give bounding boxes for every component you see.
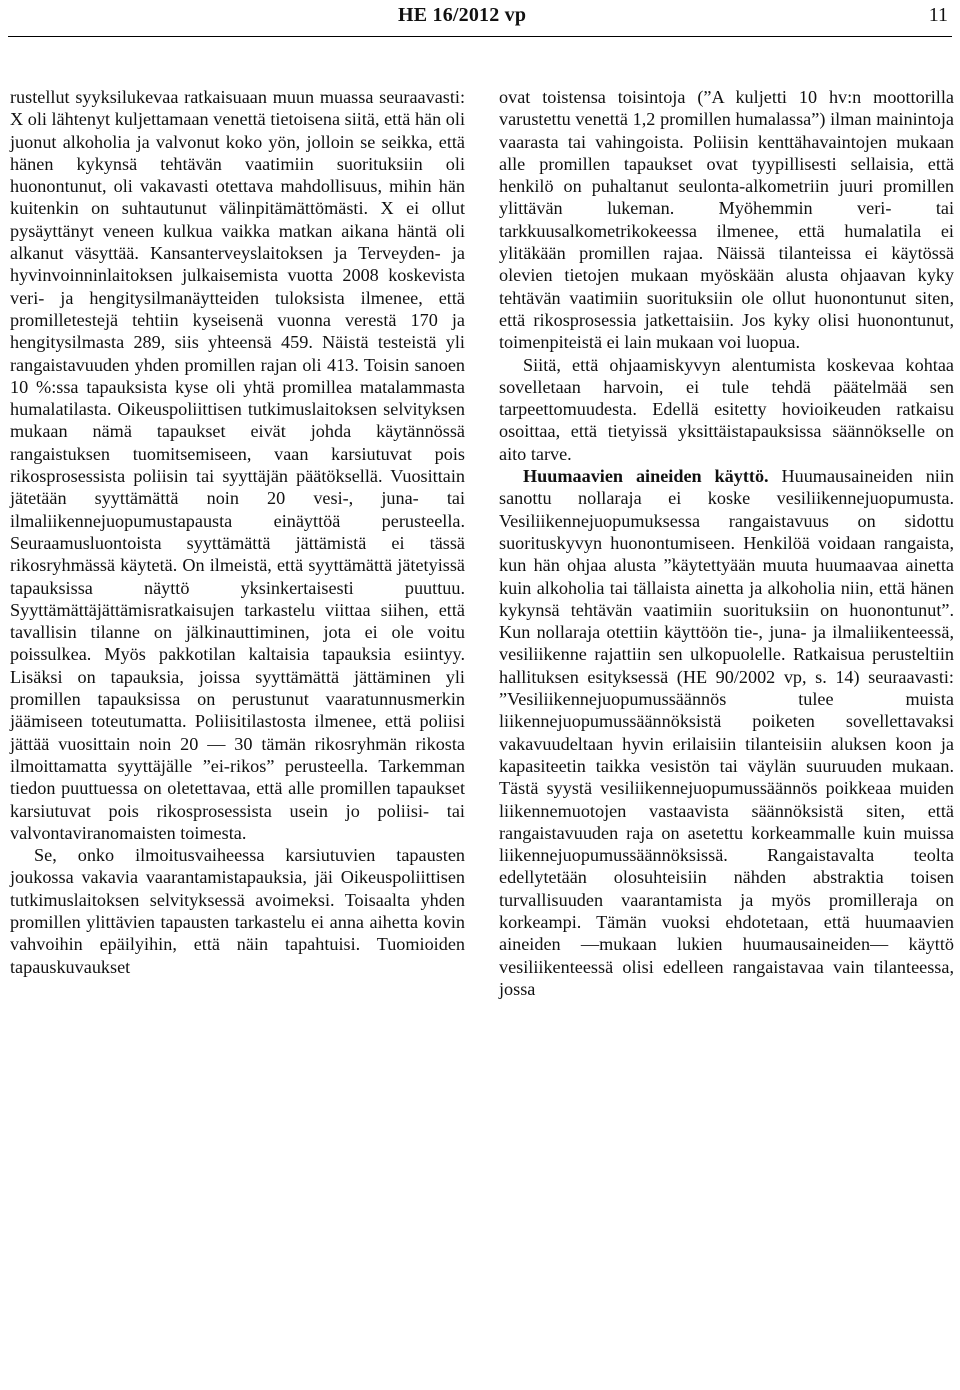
right-paragraph-3-body: Huumausaineiden niin sanottu nollaraja ei koske vesiliikennejuopumusta. Vesiliikennejuopumuksessa rangaistavuus on sidottu suorituskyvyn huonontumiseen. Henkilöä voidaan rangaista, kun hän ohjaa alusta ”käytettyään muuta huumaavaa ainetta kuin alkoholia tai tällaista ainetta ja alkoholia niin, että hänen kykynsä tehtävän vaatimiin suorituksiin on huonontunut”. Kun nollaraja otettiin käyttöön tie-, juna- ja ilmaliikenteessä, vesiliikenne rajattiin sen ulkopuolelle. Ratkaisua perusteltiin hallituksen esityksessä (HE 90/2002 vp, s. 14) seuraavasti: ”Vesiliikennejuopumussäännös tulee muista liikennejuopumussäännöksistä poiketen sovellettavaksi vakavuudeltaan hyvin erilaisiin tilanteisiin aluksen koon ja kapasiteetin taikka vesistön tai väylän suuruuden mukaan. Tästä syystä vesiliikennejuopumussäännös poikkeaa muiden liikennemuotojen vastaavista säännöksistä siten, että rangaistavuuden raja on asetettu korkeammalle kuin muissa liikennejuopumussäännöksissä. Rangaistavalta teolta edellytetään olosuhteisiin nähden abstraktia toisen turvallisuuden vaarantamista ja myös promilleraja on korkeampi. Tämän vuoksi ehdotetaan, että huumaavien aineiden —mukaan lukien huumausaineiden— käyttö vesiliikenteessä olisi edelleen rangaistavaa vain tilanteessa, jossa [499,466,954,999]
right-paragraph-2: Siitä, että ohjaamiskyvyn alentumista koskevaa kohtaa sovelletaan harvoin, ei tule tehdä päätelmää sen tarpeettomuudesta. Edellä esitetty hovioikeuden ratkaisu osoittaa, että tietyissä yksittäistapauksissa säännökselle on aito tarve. [499,354,954,464]
left-paragraph-1: rustellut syyksilukevaa ratkaisuaan muun muassa seuraavasti: X oli lähtenyt kuljettamaan venettä tietoisena siitä, että hän oli juonut alkoholia ja valvonut koko yön, jolloin se seikka, että hänen kykynsä tehtävän vaatimiin suorituksiin oli huonontunut, oli vakavasti otettava mahdollisuus, mihin hän kuitenkin on suhtautunut välinpitämättömästi. X ei ollut pysäyttänyt veneen kulkua vaikka matkan aikana häntä oli alkanut väsyttää. Kansanterveyslaitoksen ja Terveyden- ja hyvinvoinninlaitoksen julkaisemista vuotta 2008 koskevista veri- ja hengitysilmanäytteiden tuloksista ilmenee, että promilletestejä tehtiin kyseisenä vuonna verestä 170 ja hengitysilmasta 289, siis yhteensä 459. Näistä testeistä yli rangaistavuuden yhden promillen rajan oli 413. Toisin sanoen 10 %:ssa tapauksista kyse oli yhtä promillea matalammasta humalatilasta. Oikeuspoliittisen tutkimuslaitoksen selvityksen mukaan nämä tapaukset eivät johda käytännössä rangaistuksen tuomitsemiseen, vaan karsiutuvat pois rikosprosessista poliisin tai syyttäjän päätöksellä. Vuosittain jätetään syyttämättä noin 20 vesi-, juna- tai ilmaliikennejuopumustapausta einäyttöä perusteella. Seuraamusluontoista syyttämättä jättämistä ei tässä rikosryhmässä käytetä. On ilmeistä, että syyttämättä jätetyissä tapauksissa näyttö yksinkertaisesti puuttuu. Syyttämättäjättämisratkaisujen tarkastelu viittaa siihen, että tavallisin tilanne on jälkinauttiminen, jota ei ole voitu poissulkea. Myös pakkotilan kaltaisia tapauksia esiintyy. Lisäksi on tapauksia, joissa syyttämättä jättäminen yli promillen tapauksissa on perustunut vaaratunnusmerkin jäämiseen toteutumatta. Poliisitilastosta ilmenee, että poliisi jättää vuosittain noin 20 — 30 tämän rikosryhmän rikosta ilmoittamatta syyttäjälle ”ei-rikos” perusteella. Tarkemman tiedon puuttuessa on oletettavaa, että alle promillen tapaukset karsiutuvat pois rikosprosessista usein jo poliisi- tai valvontaviranomaisten toimesta. [10,87,465,843]
right-paragraph-1: ovat toistensa toisintoja (”A kuljetti 10 hv:n moottorilla varustettu venettä 1,2 promillen humalassa”) ilman mainintoja vaarasta tai vahingoista. Poliisin kenttähavaintojen mukaan alle promillen tapaukset ovat tyypillisesti sellaisia, että henkilö on puhaltanut seulonta-alkometriin juuri promillen ylittävän lukeman. Myöhemmin veri- tai tarkkuusalkometrikokeessa ilmenee, että humalatila ei ylitäkään promillen rajaa. Näissä tilanteissa ei käytössä olevien tietojen mukaan myöskään alusta ohjaavan kyky tehtävän vaatimiin suorituksiin ole ollut huonontunut siten, että rikosprosessia jatkettaisiin. Jos kyky olisi huonontunut, toimenpiteistä ei lain mukaan voi luopua. [499,87,954,353]
left-column [10,86,465,978]
section-heading-drug-use: Huumaavien aineiden käyttö. [523,466,769,487]
document-id: HE 16/2012 vp [398,4,527,26]
right-column [499,86,954,1000]
left-paragraph-2: Se, onko ilmoitusvaiheessa karsiutuvien tapausten joukossa vakavia vaarantamistapauksia, jäi Oikeuspoliittisen tutkimuslaitoksen selvityksessä avoimeksi. Toisaalta yhden promillen ylittävien tapausten tarkastelu ei anna aihetta kovin vahvoihin epäilyihin, että näin tapahtuisi. Tuomioiden tapauskuvaukset [10,845,465,977]
right-paragraph-3 [499,465,954,1000]
header-divider [8,36,952,37]
page-number: 11 [928,4,948,26]
